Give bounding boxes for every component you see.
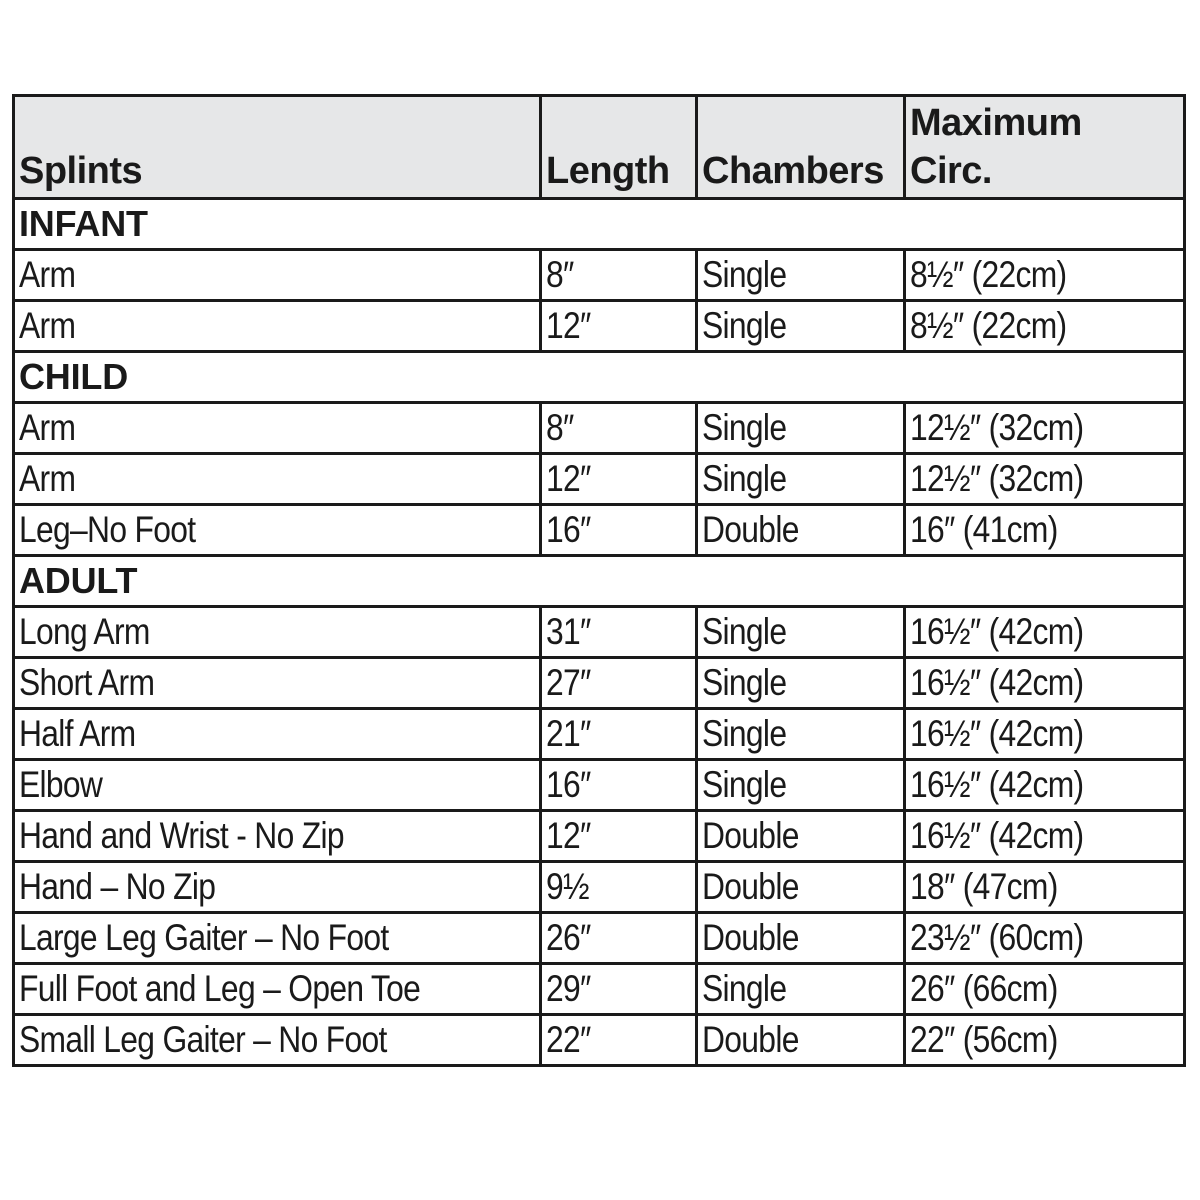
section-row-infant [14,199,1185,250]
section-title: INFANT [14,199,1185,250]
cell-chambers-text: Single [702,611,787,652]
cell-max-circ-text: 18″ (47cm) [910,866,1058,907]
cell-splint-text: Hand – No Zip [19,866,216,907]
cell-max-circ [905,505,1185,556]
table-row [14,913,1185,964]
cell-splint [14,1015,541,1066]
cell-length-text: 12″ [546,458,591,499]
table-row [14,505,1185,556]
cell-splint-text: Arm [19,254,76,295]
cell-chambers-text: Single [702,254,787,295]
table-row [14,607,1185,658]
cell-chambers [697,760,905,811]
table-header [14,96,1185,199]
cell-chambers-text: Double [702,509,799,550]
header-length: Length [541,96,697,199]
cell-max-circ-text: 8½″ (22cm) [910,254,1067,295]
cell-splint [14,250,541,301]
table-row [14,403,1185,454]
cell-length-text: 8″ [546,407,574,448]
section-title: ADULT [14,556,1185,607]
cell-max-circ-text: 12½″ (32cm) [910,407,1084,448]
cell-length-text: 9½ [546,866,589,907]
cell-length [541,862,697,913]
cell-splint [14,709,541,760]
table-row [14,301,1185,352]
cell-length [541,811,697,862]
table-row [14,658,1185,709]
cell-chambers-text: Single [702,458,787,499]
cell-length [541,454,697,505]
cell-chambers-text: Single [702,968,787,1009]
cell-splint-text: Full Foot and Leg – Open Toe [19,968,421,1009]
table-row [14,862,1185,913]
cell-splint [14,811,541,862]
cell-length-text: 16″ [546,509,591,550]
cell-length-text: 31″ [546,611,591,652]
cell-chambers [697,403,905,454]
cell-max-circ-text: 8½″ (22cm) [910,305,1067,346]
cell-max-circ [905,301,1185,352]
cell-length-text: 22″ [546,1019,591,1060]
cell-length-text: 12″ [546,305,591,346]
cell-length [541,913,697,964]
cell-max-circ [905,811,1185,862]
cell-chambers [697,913,905,964]
cell-max-circ [905,913,1185,964]
cell-splint-text: Arm [19,407,76,448]
cell-chambers [697,607,905,658]
cell-splint [14,964,541,1015]
cell-chambers [697,250,905,301]
cell-max-circ-text: 22″ (56cm) [910,1019,1058,1060]
header-splints: Splints [14,96,541,199]
cell-splint [14,505,541,556]
cell-chambers [697,658,905,709]
cell-length-text: 8″ [546,254,574,295]
section-row-adult [14,556,1185,607]
cell-length [541,964,697,1015]
table-row [14,250,1185,301]
header-row [14,96,1185,199]
table-row [14,1015,1185,1066]
cell-chambers-text: Double [702,866,799,907]
cell-max-circ [905,250,1185,301]
cell-length [541,250,697,301]
cell-splint [14,403,541,454]
table-body [14,199,1185,1066]
cell-chambers-text: Double [702,815,799,856]
cell-chambers [697,1015,905,1066]
cell-splint-text: Arm [19,305,76,346]
table-row [14,811,1185,862]
cell-chambers [697,454,905,505]
cell-splint [14,862,541,913]
header-max-circ: Maximum Circ. [905,96,1185,199]
cell-max-circ-text: 26″ (66cm) [910,968,1058,1009]
cell-chambers [697,862,905,913]
cell-max-circ-text: 12½″ (32cm) [910,458,1084,499]
cell-splint-text: Half Arm [19,713,136,754]
cell-chambers-text: Single [702,662,787,703]
cell-length-text: 12″ [546,815,591,856]
cell-length [541,607,697,658]
cell-length [541,1015,697,1066]
cell-chambers [697,964,905,1015]
cell-splint [14,658,541,709]
cell-chambers-text: Single [702,407,787,448]
table-row [14,964,1185,1015]
cell-max-circ [905,862,1185,913]
cell-chambers-text: Double [702,917,799,958]
header-chambers: Chambers [697,96,905,199]
cell-max-circ-text: 23½″ (60cm) [910,917,1084,958]
cell-chambers-text: Single [702,305,787,346]
cell-splint-text: Small Leg Gaiter – No Foot [19,1019,387,1060]
cell-splint [14,454,541,505]
cell-length-text: 27″ [546,662,591,703]
table-row [14,709,1185,760]
cell-splint [14,301,541,352]
cell-length-text: 26″ [546,917,591,958]
cell-max-circ [905,454,1185,505]
cell-chambers-text: Single [702,764,787,805]
cell-length [541,709,697,760]
section-title: CHILD [14,352,1185,403]
cell-splint [14,913,541,964]
cell-length-text: 16″ [546,764,591,805]
cell-max-circ-text: 16½″ (42cm) [910,662,1084,703]
cell-splint-text: Leg–No Foot [19,509,196,550]
cell-length-text: 29″ [546,968,591,1009]
cell-splint-text: Arm [19,458,76,499]
cell-length [541,505,697,556]
splints-table [12,94,1186,1067]
cell-max-circ [905,760,1185,811]
cell-max-circ-text: 16″ (41cm) [910,509,1058,550]
section-row-child [14,352,1185,403]
cell-max-circ [905,658,1185,709]
table-row [14,454,1185,505]
cell-max-circ [905,964,1185,1015]
cell-max-circ-text: 16½″ (42cm) [910,611,1084,652]
cell-splint-text: Large Leg Gaiter – No Foot [19,917,389,958]
cell-max-circ-text: 16½″ (42cm) [910,764,1084,805]
cell-length [541,301,697,352]
cell-splint-text: Short Arm [19,662,155,703]
cell-max-circ [905,403,1185,454]
cell-chambers [697,505,905,556]
cell-chambers [697,811,905,862]
cell-length [541,403,697,454]
cell-splint [14,607,541,658]
cell-chambers-text: Double [702,1019,799,1060]
cell-length [541,658,697,709]
cell-splint-text: Long Arm [19,611,150,652]
cell-max-circ [905,709,1185,760]
cell-chambers [697,709,905,760]
cell-length [541,760,697,811]
cell-splint-text: Hand and Wrist - No Zip [19,815,344,856]
cell-chambers-text: Single [702,713,787,754]
table-row [14,760,1185,811]
cell-splint [14,760,541,811]
cell-length-text: 21″ [546,713,591,754]
cell-max-circ-text: 16½″ (42cm) [910,815,1084,856]
cell-max-circ [905,607,1185,658]
cell-max-circ-text: 16½″ (42cm) [910,713,1084,754]
cell-max-circ [905,1015,1185,1066]
splints-table-container [12,94,1183,1067]
cell-chambers [697,301,905,352]
cell-splint-text: Elbow [19,764,103,805]
